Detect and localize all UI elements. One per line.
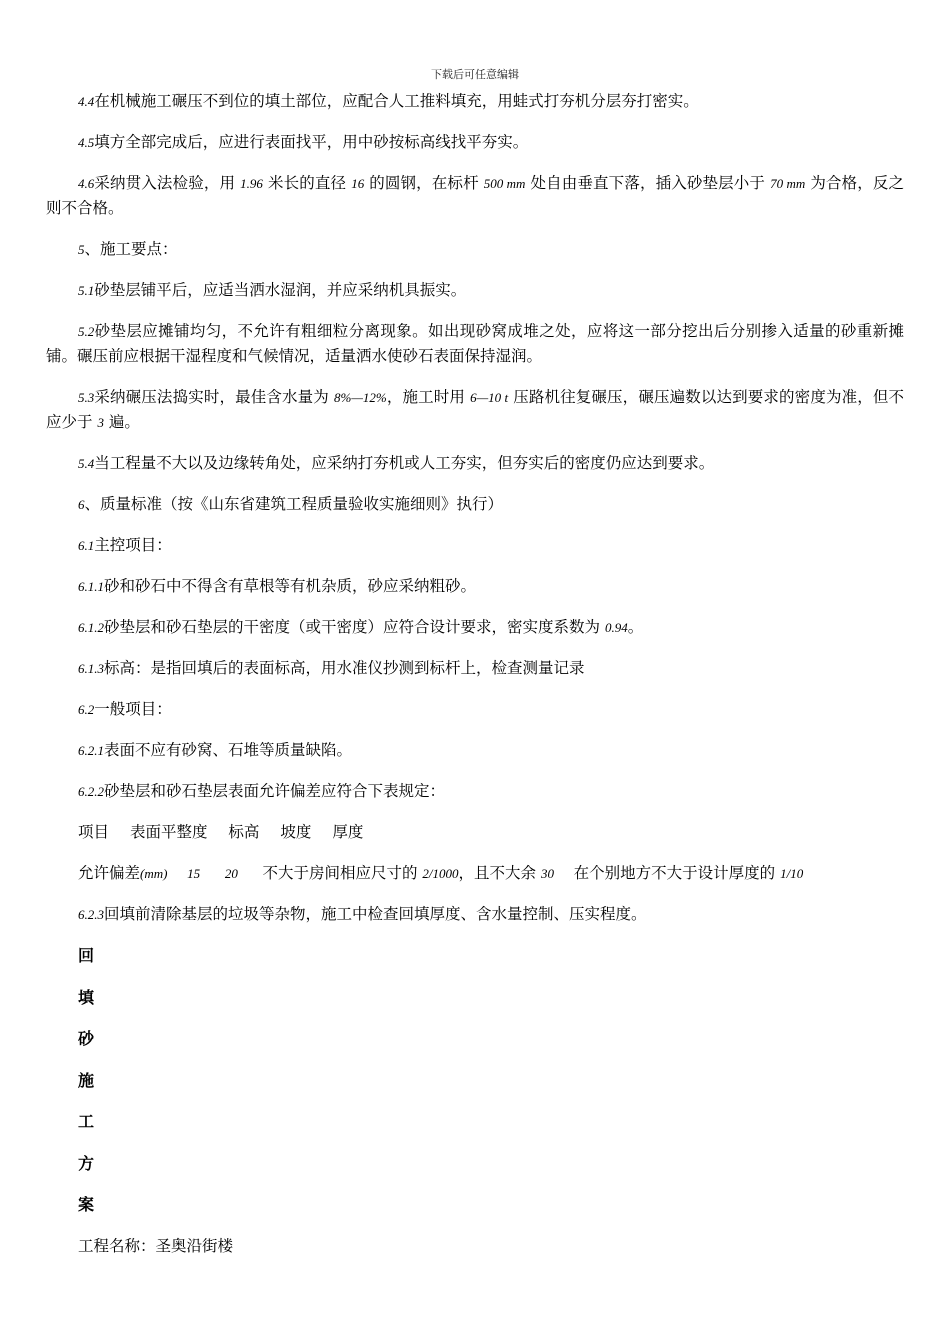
section-number: 5.1 bbox=[78, 283, 95, 298]
paragraph-4-4 bbox=[46, 89, 904, 114]
document-body bbox=[46, 89, 904, 1259]
inline-number: 70 mm bbox=[770, 176, 806, 191]
table-cell-thickness-text: 在个别地方不大于设计厚度的 bbox=[573, 864, 781, 882]
paragraph-text: 标高：是指回填后的表面标高，用水准仪抄测到标杆上，检查测量记录 bbox=[104, 659, 585, 677]
section-number: 4.5 bbox=[78, 135, 95, 150]
inline-number: 6—10 t bbox=[470, 390, 509, 405]
paragraph-6-2-2 bbox=[46, 779, 904, 804]
table-header-cell: 厚度 bbox=[332, 823, 364, 841]
title-character: 方 bbox=[78, 1153, 95, 1173]
paragraph-text: 砂垫层和砂石垫层表面允许偏差应符合下表规定： bbox=[104, 782, 446, 800]
paragraph-text: 砂垫层铺平后，应适当洒水湿润，并应采纳机具振实。 bbox=[94, 281, 467, 299]
paragraph-5-2 bbox=[46, 319, 904, 369]
inline-number: 0.94 bbox=[604, 620, 628, 635]
table-cell-slope-max: 30 bbox=[540, 866, 554, 881]
tolerance-table-row bbox=[46, 861, 904, 886]
section-number: 6 bbox=[78, 497, 85, 512]
table-cell-slope-ratio: 2/1000 bbox=[422, 866, 459, 881]
paragraph-text: 砂垫层和砂石垫层的干密度（或干密度）应符合设计要求，密实度系数为 bbox=[104, 618, 605, 636]
title-character: 工 bbox=[78, 1112, 95, 1131]
inline-number: 500 mm bbox=[483, 176, 526, 191]
paragraph-text: 压路机往复碾压，碾压遍数以达到要求的密度为准，但不应少于 bbox=[46, 388, 904, 431]
paragraph-6-2 bbox=[46, 697, 904, 722]
section-number: 5.3 bbox=[78, 390, 95, 405]
section-number: 4.6 bbox=[78, 176, 95, 191]
project-name-line bbox=[46, 1234, 904, 1259]
inline-number: 3 bbox=[97, 415, 104, 430]
project-name-label: 工程名称： bbox=[78, 1236, 156, 1255]
section-number: 6.1.1 bbox=[78, 579, 104, 594]
paragraph-text: 主控项目： bbox=[94, 536, 172, 554]
paragraph-text: 当工程量不大以及边缘转角处，应采纳打夯机或人工夯实，但夯实后的密度仍应达到要求。 bbox=[94, 454, 715, 472]
section-number: 6.1 bbox=[78, 538, 95, 553]
paragraph-5-1 bbox=[46, 278, 904, 303]
table-cell-slope-text: 不大于房间相应尺寸的 bbox=[262, 864, 423, 882]
paragraph-text: 的圆钢，在标杆 bbox=[364, 174, 484, 192]
table-cell-slope-text: ，且不大余 bbox=[458, 864, 541, 882]
paragraph-text: 遍。 bbox=[103, 413, 140, 431]
paragraph-text: 为合格，反之则不合格。 bbox=[46, 174, 904, 217]
paragraph-6-1-1 bbox=[46, 574, 904, 599]
paragraph-4-6 bbox=[46, 171, 904, 221]
paragraph-6-1-2 bbox=[46, 615, 904, 640]
table-row-label: 允许偏差 bbox=[78, 864, 141, 882]
vertical-document-title bbox=[46, 943, 904, 1217]
section-number: 6.1.3 bbox=[78, 661, 104, 676]
paragraph-text: 采纳贯入法检验，用 bbox=[94, 174, 241, 192]
paragraph-6-2-3 bbox=[46, 902, 904, 927]
paragraph-text: 采纳碾压法捣实时，最佳含水量为 bbox=[94, 388, 334, 406]
section-number: 4.4 bbox=[78, 94, 95, 109]
paragraph-text: 。 bbox=[627, 618, 644, 636]
paragraph-text: 一般项目： bbox=[94, 700, 172, 718]
paragraph-text: 填方全部完成后，应进行表面找平，用中砂按标高线找平夯实。 bbox=[94, 133, 529, 151]
paragraph-text: 砂和砂石中不得含有草根等有机杂质，砂应采纳粗砂。 bbox=[104, 577, 477, 595]
paragraph-6-1 bbox=[46, 533, 904, 558]
table-row-unit: (mm) bbox=[140, 866, 168, 881]
paragraph-6-1-3 bbox=[46, 656, 904, 681]
paragraph-text: 处自由垂直下落，插入砂垫层小于 bbox=[525, 174, 771, 192]
title-character: 回 bbox=[78, 946, 95, 965]
section-number: 5.4 bbox=[78, 456, 95, 471]
paragraph-text: 米长的直径 bbox=[262, 174, 352, 192]
paragraph-4-5 bbox=[46, 130, 904, 155]
table-cell-flatness: 15 bbox=[187, 866, 201, 881]
table-header-cell: 项目 bbox=[78, 823, 110, 841]
inline-number: 8%—12% bbox=[334, 390, 387, 405]
paragraph-text: 、质量标准（按《山东省建筑工程质量验收实施细则》执行） bbox=[84, 495, 504, 513]
table-cell-elevation: 20 bbox=[224, 866, 238, 881]
paragraph-text: 回填前清除基层的垃圾等杂物，施工中检查回填厚度、含水量控制、压实程度。 bbox=[104, 905, 647, 923]
project-name-value: 圣奥沿街楼 bbox=[155, 1236, 234, 1255]
table-cell-thickness-ratio: 1/10 bbox=[780, 866, 804, 881]
download-note: 下载后可任意编辑 bbox=[431, 68, 519, 81]
inline-number: 1.96 bbox=[240, 176, 263, 191]
paragraph-text: 、施工要点： bbox=[84, 240, 178, 258]
paragraph-text: 砂垫层应摊铺均匀，不允许有粗细粒分离现象。如出现砂窝成堆之处，应将这一部分挖出后分别掺入适量的砂重新摊铺。碾压前应根据干湿程度和气候情况，适量洒水使砂石表面保持湿润。 bbox=[46, 322, 904, 365]
section-number: 5.2 bbox=[78, 324, 95, 339]
heading-5 bbox=[46, 237, 904, 262]
section-number: 6.2 bbox=[78, 702, 95, 717]
title-character: 案 bbox=[78, 1195, 95, 1214]
paragraph-text: 在机械施工碾压不到位的填土部位，应配合人工推料填充，用蛙式打夯机分层夯打密实。 bbox=[94, 92, 699, 110]
section-number: 6.2.1 bbox=[78, 743, 104, 758]
paragraph-5-4 bbox=[46, 451, 904, 476]
title-character: 施 bbox=[78, 1070, 95, 1090]
paragraph-text: 表面不应有砂窝、石堆等质量缺陷。 bbox=[104, 741, 353, 759]
inline-number: 16 bbox=[351, 176, 365, 191]
section-number: 6.2.2 bbox=[78, 784, 104, 799]
section-number: 5 bbox=[78, 242, 85, 257]
table-header-cell: 标高 bbox=[228, 823, 260, 841]
paragraph-5-3 bbox=[46, 385, 904, 435]
tolerance-table-header bbox=[46, 820, 904, 845]
paragraph-text: ，施工时用 bbox=[386, 388, 471, 406]
paragraph-6-2-1 bbox=[46, 738, 904, 763]
heading-6 bbox=[46, 492, 904, 517]
section-number: 6.1.2 bbox=[78, 620, 104, 635]
title-character: 填 bbox=[78, 987, 95, 1007]
section-number: 6.2.3 bbox=[78, 907, 104, 922]
table-header-cell: 坡度 bbox=[280, 823, 312, 841]
table-header-cell: 表面平整度 bbox=[129, 823, 208, 841]
title-character: 砂 bbox=[78, 1029, 95, 1048]
